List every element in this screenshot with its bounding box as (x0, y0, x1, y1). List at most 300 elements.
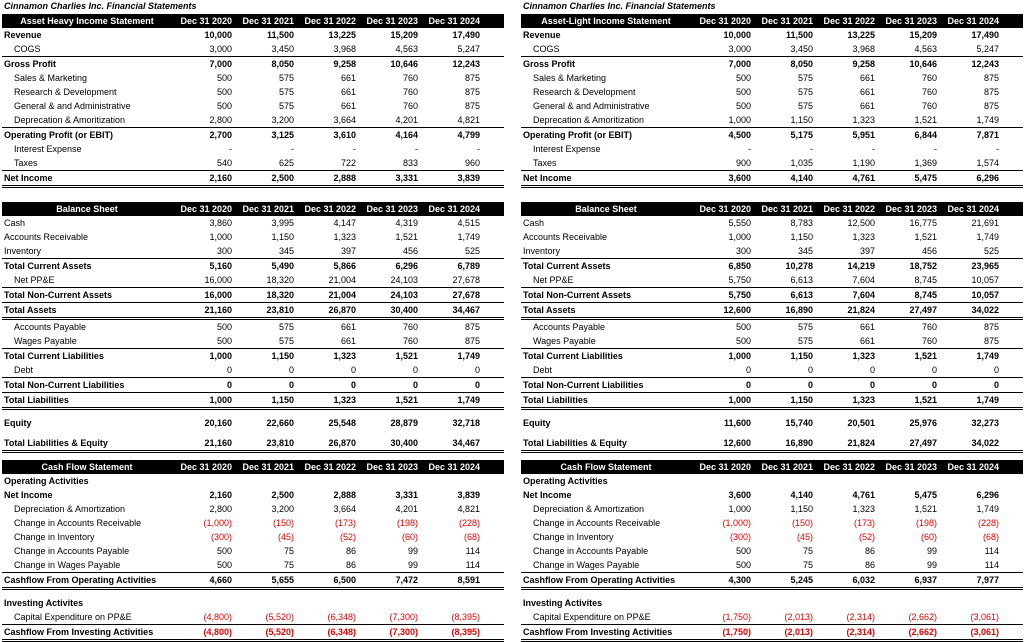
cell-value: (2,013) (784, 612, 813, 622)
row-wages-payable (521, 334, 1023, 348)
cell-value: 760 (402, 73, 418, 83)
cell-value: - (748, 144, 751, 154)
row-accounts-receivable (2, 230, 504, 244)
row-label: Equity (523, 418, 551, 428)
cell-value: 3,995 (271, 218, 294, 228)
cell-value: 500 (735, 101, 751, 111)
year-header-dec-31-2020: Dec 31 2020 (180, 204, 232, 214)
cell-value: 22,660 (266, 418, 294, 428)
year-header-dec-31-2021: Dec 31 2021 (761, 16, 813, 26)
cell-value: 0 (807, 365, 813, 375)
cell-value: 8,745 (914, 275, 937, 285)
year-header-dec-31-2021: Dec 31 2021 (761, 204, 813, 214)
cell-value: 6,032 (852, 575, 875, 585)
cell-value: 1,749 (976, 115, 999, 125)
cell-value: 75 (283, 546, 294, 556)
cell-value: 575 (797, 73, 813, 83)
year-header-dec-31-2022: Dec 31 2022 (304, 204, 356, 214)
cell-value: 99 (407, 560, 418, 570)
cell-value: 1,000 (728, 115, 751, 125)
cell-value: 9,258 (852, 59, 875, 69)
cell-value: (4,800) (203, 612, 232, 622)
cell-value: 3,664 (333, 504, 356, 514)
row-label: Net Income (4, 490, 53, 500)
row-total-non-current-liabilities (521, 377, 1023, 392)
cell-value: 4,563 (395, 44, 418, 54)
cell-value: 26,870 (328, 305, 356, 315)
year-header-dec-31-2021: Dec 31 2021 (761, 462, 813, 472)
cell-value: 1,521 (914, 395, 937, 405)
cell-value: 14,219 (847, 261, 875, 271)
row-change-in-accounts-payable (521, 544, 1023, 558)
cell-value: (150) (791, 518, 813, 528)
row-label: Cashflow From Investing Activities (4, 627, 154, 637)
cell-value: 1,150 (790, 351, 813, 361)
cell-value: 7,000 (728, 59, 751, 69)
cell-value: 3,610 (333, 130, 356, 140)
cell-value: 3,664 (333, 115, 356, 125)
year-header-dec-31-2023: Dec 31 2023 (366, 462, 418, 472)
cell-value: 28,879 (390, 418, 418, 428)
row-label: Total Current Liabilities (523, 351, 623, 361)
cell-value: - (996, 144, 999, 154)
cell-value: 500 (216, 560, 232, 570)
row-debt (521, 363, 1023, 377)
row-total-liabilities (2, 392, 504, 410)
row-change-in-accounts-receivable (521, 516, 1023, 530)
cell-value: 1,749 (976, 351, 999, 361)
row-total-current-assets (2, 258, 504, 273)
cell-value: 0 (869, 380, 875, 390)
cell-value: 960 (464, 158, 480, 168)
cell-value: 11,600 (723, 418, 751, 428)
cell-value: 12,600 (723, 438, 751, 448)
cell-value: 397 (859, 246, 875, 256)
year-header-dec-31-2024: Dec 31 2024 (428, 462, 480, 472)
cell-value: (228) (458, 518, 480, 528)
cell-value: 1,000 (728, 351, 751, 361)
year-header-dec-31-2021: Dec 31 2021 (242, 204, 294, 214)
cell-value: 0 (931, 365, 937, 375)
row-total-assets (2, 302, 504, 320)
cell-value: 1,749 (976, 395, 999, 405)
cell-value: 0 (226, 380, 232, 390)
row-depreciation-amortization (2, 502, 504, 516)
cell-value: 875 (983, 73, 999, 83)
cell-value: 75 (802, 560, 813, 570)
row-cashflow-from-investing-activities (2, 624, 504, 642)
cell-value: 1,521 (395, 232, 418, 242)
cell-value: 5,247 (457, 44, 480, 54)
cell-value: 875 (464, 101, 480, 111)
row-label: Change in Accounts Payable (533, 546, 649, 556)
row-total-non-current-assets (2, 287, 504, 302)
row-revenue (521, 28, 1023, 42)
cell-value: 99 (926, 546, 937, 556)
cell-value: 34,467 (452, 438, 480, 448)
row-cogs (521, 42, 1023, 56)
cell-value: 625 (278, 158, 294, 168)
year-header-dec-31-2023: Dec 31 2023 (885, 16, 937, 26)
row-label: Revenue (4, 30, 42, 40)
cell-value: 1,521 (914, 232, 937, 242)
row-cash (521, 216, 1023, 230)
cell-value: 23,810 (266, 305, 294, 315)
cell-value: 4,821 (457, 115, 480, 125)
cell-value: - (810, 144, 813, 154)
cell-value: 3,200 (271, 115, 294, 125)
row-label: Deprecation & Amoritization (14, 115, 126, 125)
cell-value: 6,613 (790, 290, 813, 300)
row-label: Change in Accounts Payable (14, 546, 130, 556)
cell-value: 16,775 (909, 218, 937, 228)
cell-value: 3,839 (457, 173, 480, 183)
row-label: Total Non-Current Assets (523, 290, 632, 300)
row-label: Net Income (4, 173, 53, 183)
cell-value: (1,000) (722, 518, 751, 528)
cell-value: 1,749 (976, 232, 999, 242)
cell-value: 661 (859, 322, 875, 332)
cell-value: 7,000 (209, 59, 232, 69)
cell-value: 34,467 (452, 305, 480, 315)
cell-value: 2,888 (333, 490, 356, 500)
cell-value: 23,965 (971, 261, 999, 271)
cell-value: 75 (802, 546, 813, 556)
cell-value: 5,475 (914, 490, 937, 500)
row-label: Cash (4, 218, 26, 228)
cell-value: 16,890 (785, 305, 813, 315)
row-label: Sales & Marketing (14, 73, 88, 83)
row-label: COGS (533, 44, 560, 54)
cell-value: (52) (339, 532, 356, 542)
cell-value: 6,296 (395, 261, 418, 271)
row-depreciation-amortization (521, 502, 1023, 516)
cell-value: 1,521 (395, 351, 418, 361)
year-header-dec-31-2023: Dec 31 2023 (885, 462, 937, 472)
cell-value: 99 (407, 546, 418, 556)
cell-value: 500 (735, 546, 751, 556)
cell-value: 300 (216, 246, 232, 256)
cell-value: 661 (340, 101, 356, 111)
cell-value: 0 (745, 380, 751, 390)
row-net-income (2, 170, 504, 188)
cell-value: 760 (402, 336, 418, 346)
year-header-dec-31-2020: Dec 31 2020 (699, 204, 751, 214)
cell-value: 18,320 (266, 290, 294, 300)
row-sales-marketing (2, 71, 504, 85)
row-label: Cashflow From Operating Activities (523, 575, 676, 585)
cell-value: 540 (216, 158, 232, 168)
cell-value: 7,604 (852, 275, 875, 285)
row-label: Operating Profit (or EBIT) (523, 130, 632, 140)
cell-value: 661 (340, 322, 356, 332)
cell-value: 345 (797, 246, 813, 256)
row-equity (521, 416, 1023, 430)
cell-value: (228) (977, 518, 999, 528)
cell-value: 1,150 (790, 395, 813, 405)
cell-value: 500 (216, 101, 232, 111)
cell-value: 2,888 (333, 173, 356, 183)
cell-value: 32,718 (452, 418, 480, 428)
row-deprecation-amoritization (2, 113, 504, 127)
row-net-pp-e (2, 273, 504, 287)
cell-value: 25,976 (909, 418, 937, 428)
section-cash-flow-statement (521, 460, 1023, 642)
cell-value: 86 (864, 560, 875, 570)
row-research-development (521, 85, 1023, 99)
cell-value: (2,662) (908, 627, 937, 637)
cell-value: 0 (993, 365, 999, 375)
cell-value: 5,160 (209, 261, 232, 271)
row-label: Total Liabilities & Equity (4, 438, 108, 448)
row-deprecation-amoritization (521, 113, 1023, 127)
row-label: Cashflow From Investing Activities (523, 627, 673, 637)
cell-value: 1,000 (209, 351, 232, 361)
cell-value: 1,150 (790, 232, 813, 242)
row-label: Net PP&E (533, 275, 574, 285)
row-total-assets (521, 302, 1023, 320)
cell-value: 1,323 (852, 504, 875, 514)
cell-value: 6,613 (790, 275, 813, 285)
cell-value: 34,022 (971, 438, 999, 448)
cell-value: 8,050 (271, 59, 294, 69)
row-net-income (2, 488, 504, 502)
row-total-liabilities-equity (521, 436, 1023, 453)
row-label: Inventory (523, 246, 561, 256)
cell-value: 900 (735, 158, 751, 168)
row-investing-activites (2, 596, 504, 610)
row-equity (2, 416, 504, 430)
row-label: Net PP&E (14, 275, 55, 285)
row-research-development (2, 85, 504, 99)
cell-value: (198) (915, 518, 937, 528)
row-general-and-administrative (2, 99, 504, 113)
cell-value: 500 (735, 322, 751, 332)
document-title: Cinnamon Charlies Inc. Financial Statements (523, 1, 716, 11)
cell-value: (60) (920, 532, 937, 542)
row-label: Change in Wages Payable (14, 560, 121, 570)
year-header-dec-31-2020: Dec 31 2020 (180, 462, 232, 472)
cell-value: 760 (402, 87, 418, 97)
row-label: Depreciation & Amortization (14, 504, 126, 514)
row-total-current-assets (521, 258, 1023, 273)
cell-value: 1,000 (728, 504, 751, 514)
cell-value: 20,501 (847, 418, 875, 428)
row-label: Total Assets (523, 305, 576, 315)
cell-value: 4,821 (457, 504, 480, 514)
cell-value: 1,035 (790, 158, 813, 168)
row-total-current-liabilities (2, 348, 504, 363)
cell-value: 10,000 (204, 30, 232, 40)
cell-value: 4,201 (395, 504, 418, 514)
row-label: Accounts Payable (14, 322, 87, 332)
cell-value: 3,860 (209, 218, 232, 228)
cell-value: 30,400 (390, 438, 418, 448)
cell-value: 0 (869, 365, 875, 375)
cell-value: 1,150 (271, 351, 294, 361)
cell-value: 456 (921, 246, 937, 256)
cell-value: 1,749 (457, 232, 480, 242)
row-label: General & and Administrative (14, 101, 131, 111)
section-balance-sheet (521, 202, 1023, 453)
cell-value: 10,646 (909, 59, 937, 69)
cell-value: 500 (216, 336, 232, 346)
row-debt (2, 363, 504, 377)
row-inventory (521, 244, 1023, 258)
cell-value: 4,761 (852, 173, 875, 183)
cell-value: - (872, 144, 875, 154)
cell-value: 16,000 (204, 275, 232, 285)
cell-value: 500 (216, 546, 232, 556)
cell-value: (2,314) (846, 612, 875, 622)
cell-value: - (291, 144, 294, 154)
cell-value: 1,521 (914, 504, 937, 514)
cell-value: (4,800) (203, 627, 232, 637)
cell-value: 75 (283, 560, 294, 570)
cell-value: 27,678 (452, 290, 480, 300)
cell-value: 21,160 (204, 438, 232, 448)
year-header-dec-31-2020: Dec 31 2020 (180, 16, 232, 26)
cell-value: 760 (921, 336, 937, 346)
section-header (521, 460, 1023, 474)
statement-panel-left (2, 0, 504, 637)
row-label: Operating Activities (4, 476, 89, 486)
cell-value: 4,799 (457, 130, 480, 140)
row-accounts-payable (521, 320, 1023, 334)
cell-value: 13,225 (328, 30, 356, 40)
row-total-non-current-assets (521, 287, 1023, 302)
cell-value: 575 (278, 322, 294, 332)
cell-value: 1,574 (976, 158, 999, 168)
section-header (521, 14, 1023, 28)
row-taxes (2, 156, 504, 170)
cell-value: 500 (216, 87, 232, 97)
cell-value: (2,314) (846, 627, 875, 637)
cell-value: 1,323 (852, 395, 875, 405)
cell-value: 16,000 (204, 290, 232, 300)
row-label: Total Liabilities & Equity (523, 438, 627, 448)
cell-value: 21,824 (847, 438, 875, 448)
cell-value: 875 (464, 73, 480, 83)
row-label: Gross Profit (523, 59, 576, 69)
row-label: Capital Expenditure on PP&E (14, 612, 132, 622)
cell-value: 114 (984, 560, 999, 570)
section-title: Balance Sheet (575, 204, 637, 214)
cell-value: 0 (474, 380, 480, 390)
cell-value: 10,000 (723, 30, 751, 40)
cell-value: 6,296 (976, 490, 999, 500)
row-interest-expense (2, 142, 504, 156)
cell-value: 24,103 (390, 290, 418, 300)
cell-value: 1,323 (333, 351, 356, 361)
row-label: Total Current Liabilities (4, 351, 104, 361)
cell-value: 525 (983, 246, 999, 256)
year-header-dec-31-2024: Dec 31 2024 (428, 204, 480, 214)
cell-value: 5,750 (728, 290, 751, 300)
cell-value: 760 (402, 101, 418, 111)
row-label: Change in Accounts Receivable (14, 518, 142, 528)
cell-value: 5,951 (852, 130, 875, 140)
cell-value: 15,209 (909, 30, 937, 40)
row-label: Debt (533, 365, 553, 375)
row-wages-payable (2, 334, 504, 348)
cell-value: 1,000 (209, 395, 232, 405)
cell-value: 12,243 (452, 59, 480, 69)
cell-value: (173) (853, 518, 875, 528)
cell-value: 99 (926, 560, 937, 570)
row-net-pp-e (521, 273, 1023, 287)
row-label: Interest Expense (14, 144, 82, 154)
cell-value: 575 (797, 336, 813, 346)
cell-value: 4,140 (790, 173, 813, 183)
cell-value: 11,500 (785, 30, 813, 40)
cell-value: (6,348) (327, 612, 356, 622)
cell-value: 15,740 (785, 418, 813, 428)
cell-value: 12,243 (971, 59, 999, 69)
row-label: Gross Profit (4, 59, 57, 69)
row-label: Total Liabilities (523, 395, 588, 405)
cell-value: 4,660 (209, 575, 232, 585)
cell-value: 5,866 (333, 261, 356, 271)
year-header-dec-31-2024: Dec 31 2024 (947, 204, 999, 214)
cell-value: 4,201 (395, 115, 418, 125)
cell-value: 21,004 (328, 290, 356, 300)
cell-value: 5,550 (728, 218, 751, 228)
cell-value: 15,209 (390, 30, 418, 40)
cell-value: 21,160 (204, 305, 232, 315)
section-asset-light-income-statement (521, 14, 1023, 188)
cell-value: 1,323 (852, 232, 875, 242)
cell-value: (2,013) (784, 627, 813, 637)
cell-value: 1,369 (914, 158, 937, 168)
cell-value: 4,140 (790, 490, 813, 500)
cell-value: 500 (216, 73, 232, 83)
cell-value: 25,548 (328, 418, 356, 428)
cell-value: 6,937 (914, 575, 937, 585)
row-accounts-receivable (521, 230, 1023, 244)
cell-value: (173) (334, 518, 356, 528)
cell-value: 27,678 (452, 275, 480, 285)
cell-value: (68) (463, 532, 480, 542)
cell-value: 3,600 (728, 490, 751, 500)
year-header-dec-31-2020: Dec 31 2020 (699, 16, 751, 26)
row-label: Operating Profit (or EBIT) (4, 130, 113, 140)
cell-value: 4,563 (914, 44, 937, 54)
cell-value: 1,323 (333, 232, 356, 242)
row-label: Total Non-Current Liabilities (4, 380, 125, 390)
cell-value: 18,320 (266, 275, 294, 285)
row-capital-expenditure-on-pp-e (521, 610, 1023, 624)
row-investing-activites (521, 596, 1023, 610)
cell-value: 1,749 (457, 395, 480, 405)
cell-value: - (229, 144, 232, 154)
row-label: Net Income (523, 490, 572, 500)
row-sales-marketing (521, 71, 1023, 85)
row-label: Total Non-Current Liabilities (523, 380, 644, 390)
row-label: Revenue (523, 30, 561, 40)
row-label: Accounts Receivable (523, 232, 608, 242)
cell-value: 3,450 (790, 44, 813, 54)
row-operating-profit-or-ebit (521, 127, 1023, 142)
cell-value: 18,752 (909, 261, 937, 271)
cell-value: 0 (412, 380, 418, 390)
cell-value: 8,783 (790, 218, 813, 228)
cell-value: 2,160 (209, 173, 232, 183)
year-header-dec-31-2023: Dec 31 2023 (366, 16, 418, 26)
cell-value: 11,500 (266, 30, 294, 40)
cell-value: 760 (921, 87, 937, 97)
cell-value: 34,022 (971, 305, 999, 315)
